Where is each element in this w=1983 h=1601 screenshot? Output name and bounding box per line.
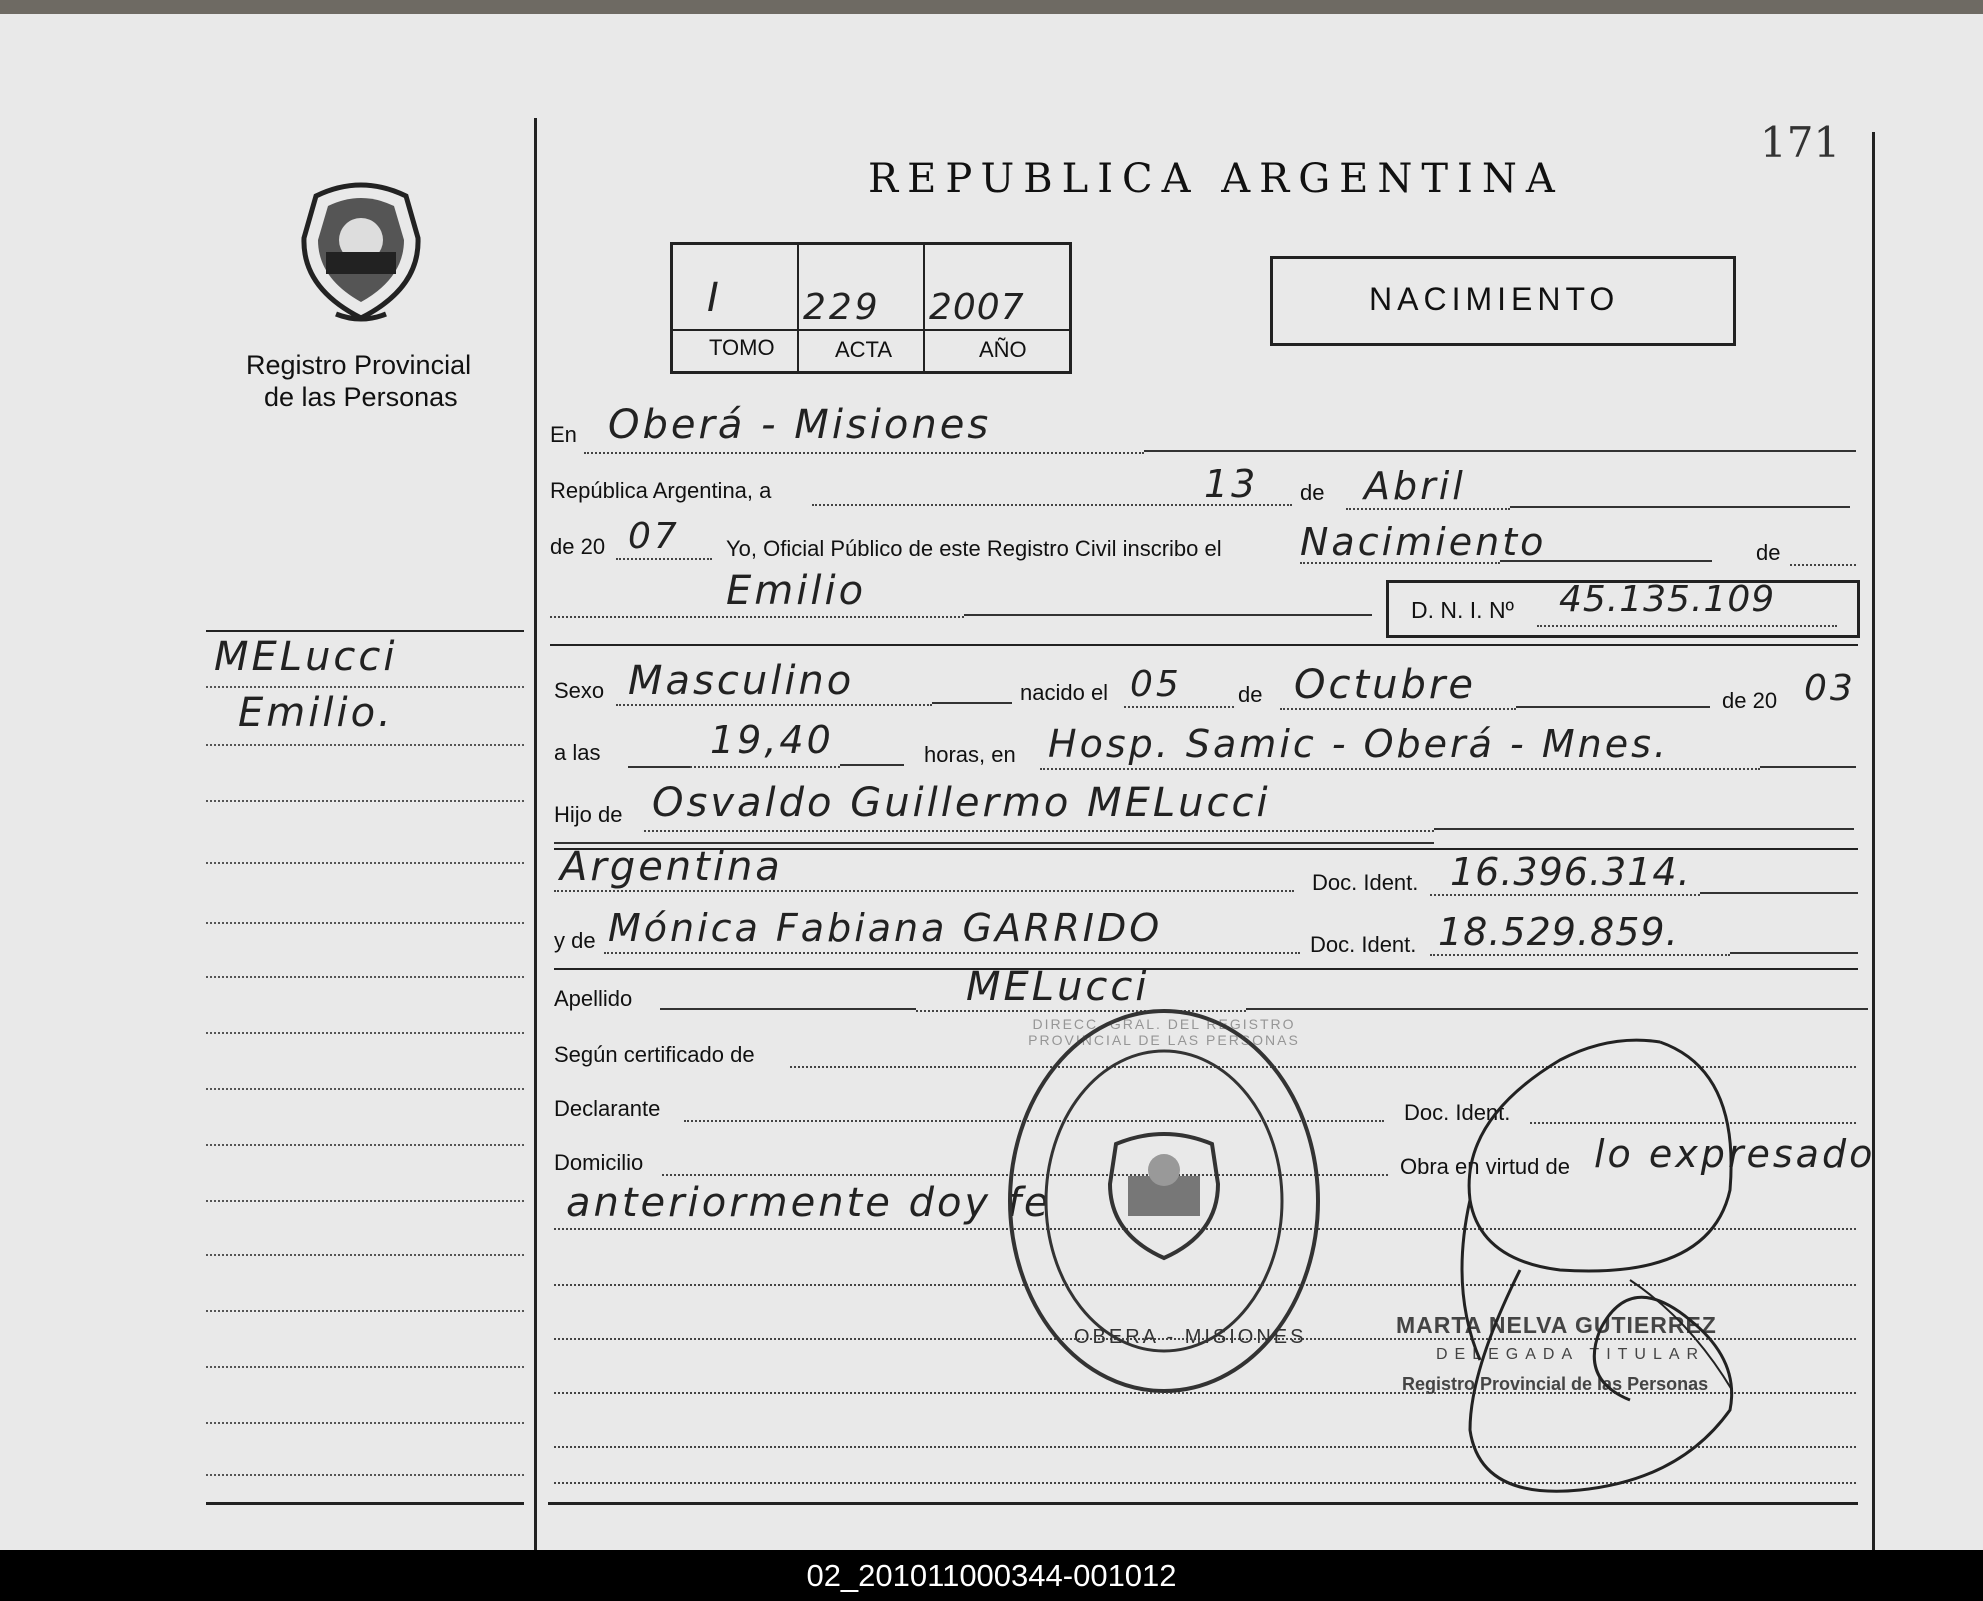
domicilio-label: Domicilio bbox=[554, 1150, 644, 1175]
dni-label: D. N. I. Nº bbox=[1411, 597, 1514, 623]
stub-line bbox=[206, 1366, 524, 1368]
stub-divider-bottom bbox=[206, 1502, 524, 1505]
en-label: En bbox=[550, 422, 577, 447]
birth-month: Octubre bbox=[1294, 662, 1476, 708]
yde-label: y de bbox=[554, 928, 596, 953]
apellido-value: MELucci bbox=[966, 964, 1150, 1010]
father-nationality: Argentina bbox=[560, 844, 783, 890]
stub-surname: MELucci bbox=[214, 634, 398, 680]
year-suffix: 07 bbox=[628, 516, 680, 557]
stub-line bbox=[206, 1200, 524, 1202]
tomo-value: I bbox=[707, 275, 722, 321]
sexo-line-ext bbox=[932, 702, 1012, 704]
country-title: REPUBLICA ARGENTINA bbox=[868, 156, 1564, 202]
stub-line bbox=[206, 744, 524, 746]
month-line bbox=[1346, 508, 1510, 510]
stub-line bbox=[206, 922, 524, 924]
republica-label: República Argentina, a bbox=[550, 478, 772, 503]
sexo-value: Masculino bbox=[628, 658, 855, 704]
father-name-line-ext bbox=[1434, 828, 1854, 830]
act-name-line-ext bbox=[1500, 560, 1712, 562]
birth-day-line bbox=[1124, 706, 1234, 708]
stub-line bbox=[206, 1144, 524, 1146]
father-doc-line-ext bbox=[1700, 892, 1858, 894]
stub-line bbox=[206, 1088, 524, 1090]
tomo-label: TOMO bbox=[709, 335, 775, 360]
stub-line bbox=[206, 1032, 524, 1034]
birth-place: Hosp. Samic - Oberá - Mnes. bbox=[1048, 722, 1669, 766]
obra-continuation: anteriormente doy fe bbox=[566, 1180, 1052, 1226]
birth-time: 19,40 bbox=[710, 718, 834, 762]
time-line-left bbox=[628, 766, 690, 768]
sexo-label: Sexo bbox=[554, 678, 605, 703]
act-type: NACIMIENTO bbox=[1369, 281, 1620, 317]
registry-name-line2: de las Personas bbox=[264, 382, 458, 412]
stub-line bbox=[206, 800, 524, 802]
dni-line bbox=[1537, 625, 1837, 627]
stub-line bbox=[206, 1422, 524, 1424]
record-box bbox=[670, 242, 1072, 374]
section-divider-1 bbox=[550, 644, 1858, 646]
horas-label: horas, en bbox=[924, 742, 1016, 767]
stub-line bbox=[206, 862, 524, 864]
official-stamp bbox=[1004, 1004, 1324, 1398]
month-line-ext bbox=[1510, 506, 1850, 508]
stub-line bbox=[206, 1474, 524, 1476]
stub-line bbox=[206, 1310, 524, 1312]
apellido-line-left bbox=[660, 1008, 916, 1010]
stub-given-name: Emilio. bbox=[238, 690, 394, 736]
anio-label: AÑO bbox=[979, 337, 1027, 362]
apellido-line-ext bbox=[1246, 1008, 1868, 1010]
birth-place-line-ext bbox=[1760, 766, 1856, 768]
obra-value: lo expresado bbox=[1594, 1132, 1876, 1176]
official-title: DELEGADA TITULAR bbox=[1436, 1346, 1706, 1363]
registry-name-line1: Registro Provincial bbox=[246, 350, 472, 380]
obra-label: Obra en virtud de bbox=[1400, 1154, 1570, 1179]
month-value: Abril bbox=[1364, 464, 1466, 508]
stamp-city: OBERA - MISIONES bbox=[1074, 1326, 1307, 1348]
alas-label: a las bbox=[554, 740, 601, 765]
birth-day: 05 bbox=[1130, 664, 1182, 705]
father-doc-line bbox=[1430, 894, 1700, 896]
dni-value: 45.135.109 bbox=[1559, 579, 1776, 620]
section-divider-3 bbox=[554, 968, 1858, 970]
birth-month-line-ext bbox=[1516, 706, 1710, 708]
stub-line bbox=[206, 1254, 524, 1256]
nationality-line bbox=[554, 890, 1294, 892]
acta-value: 229 bbox=[803, 287, 881, 328]
father-name: Osvaldo Guillermo MELucci bbox=[652, 780, 1271, 826]
birth-place-line bbox=[1040, 768, 1760, 770]
de-label-3: de bbox=[1238, 682, 1263, 707]
place-line bbox=[584, 452, 1144, 454]
official-office: Registro Provincial de las Personas bbox=[1402, 1374, 1709, 1394]
mother-doc-line-ext bbox=[1730, 952, 1858, 954]
act-type-box bbox=[1270, 256, 1736, 346]
doc-ident-label-3: Doc. Ident. bbox=[1404, 1100, 1511, 1125]
stub-line bbox=[206, 686, 524, 688]
apellido-label: Apellido bbox=[554, 986, 633, 1011]
document-page bbox=[0, 14, 1983, 1550]
child-name-line bbox=[550, 616, 964, 618]
anio-value: 2007 bbox=[929, 287, 1025, 328]
official-name: MARTA NELVA GUTIERREZ bbox=[1396, 1312, 1717, 1338]
nacido-label: nacido el bbox=[1020, 680, 1109, 705]
de-line bbox=[1790, 564, 1856, 566]
hijo-label: Hijo de bbox=[554, 802, 623, 827]
signature-scribble bbox=[1440, 1030, 1760, 1510]
stamp-text: DIRECC. GRAL. DEL REGISTRO PROVINCIAL DE LAS PERSONAS bbox=[1028, 1016, 1300, 1048]
mother-doc-line bbox=[1430, 954, 1730, 956]
de20-label: de 20 bbox=[550, 534, 606, 559]
acta-label: ACTA bbox=[835, 337, 893, 362]
child-name-line-ext bbox=[964, 614, 1372, 616]
page-number: 171 bbox=[1760, 118, 1841, 167]
doc-ident-label-2: Doc. Ident. bbox=[1310, 932, 1417, 957]
stub-perforation bbox=[534, 118, 537, 1550]
year-line bbox=[616, 558, 712, 560]
act-name-line bbox=[1300, 562, 1500, 564]
de-label-2: de bbox=[1756, 540, 1781, 565]
birth-month-line bbox=[1280, 708, 1516, 710]
act-name-value: Nacimiento bbox=[1300, 520, 1547, 564]
sexo-line bbox=[616, 704, 932, 706]
father-doc: 16.396.314. bbox=[1450, 850, 1691, 894]
declarante-label: Declarante bbox=[554, 1096, 661, 1121]
father-name-line bbox=[644, 830, 1434, 832]
place-value: Oberá - Misiones bbox=[608, 402, 992, 448]
mother-name-line bbox=[604, 952, 1300, 954]
place-line-ext bbox=[1144, 450, 1856, 452]
oficial-label: Yo, Oficial Público de este Registro Civil inscribo el bbox=[726, 536, 1222, 561]
dni-box bbox=[1386, 580, 1860, 638]
file-id-footer: 02_201011000344-001012 bbox=[0, 1550, 1983, 1601]
stub-line bbox=[206, 976, 524, 978]
de20-label-2: de 20 bbox=[1722, 688, 1778, 713]
child-name: Emilio bbox=[726, 568, 867, 614]
right-border bbox=[1872, 132, 1875, 1550]
doc-ident-label: Doc. Ident. bbox=[1312, 870, 1419, 895]
province-seal-icon bbox=[296, 178, 426, 326]
birth-year-suffix: 03 bbox=[1804, 668, 1856, 709]
day-value: 13 bbox=[1204, 462, 1259, 506]
stub-divider-top bbox=[206, 630, 524, 632]
time-line-right bbox=[840, 764, 904, 766]
mother-doc: 18.529.859. bbox=[1438, 910, 1679, 954]
de-label: de bbox=[1300, 480, 1325, 505]
mother-name: Mónica Fabiana GARRIDO bbox=[608, 906, 1163, 950]
segun-label: Según certificado de bbox=[554, 1042, 755, 1067]
time-line bbox=[690, 766, 840, 768]
